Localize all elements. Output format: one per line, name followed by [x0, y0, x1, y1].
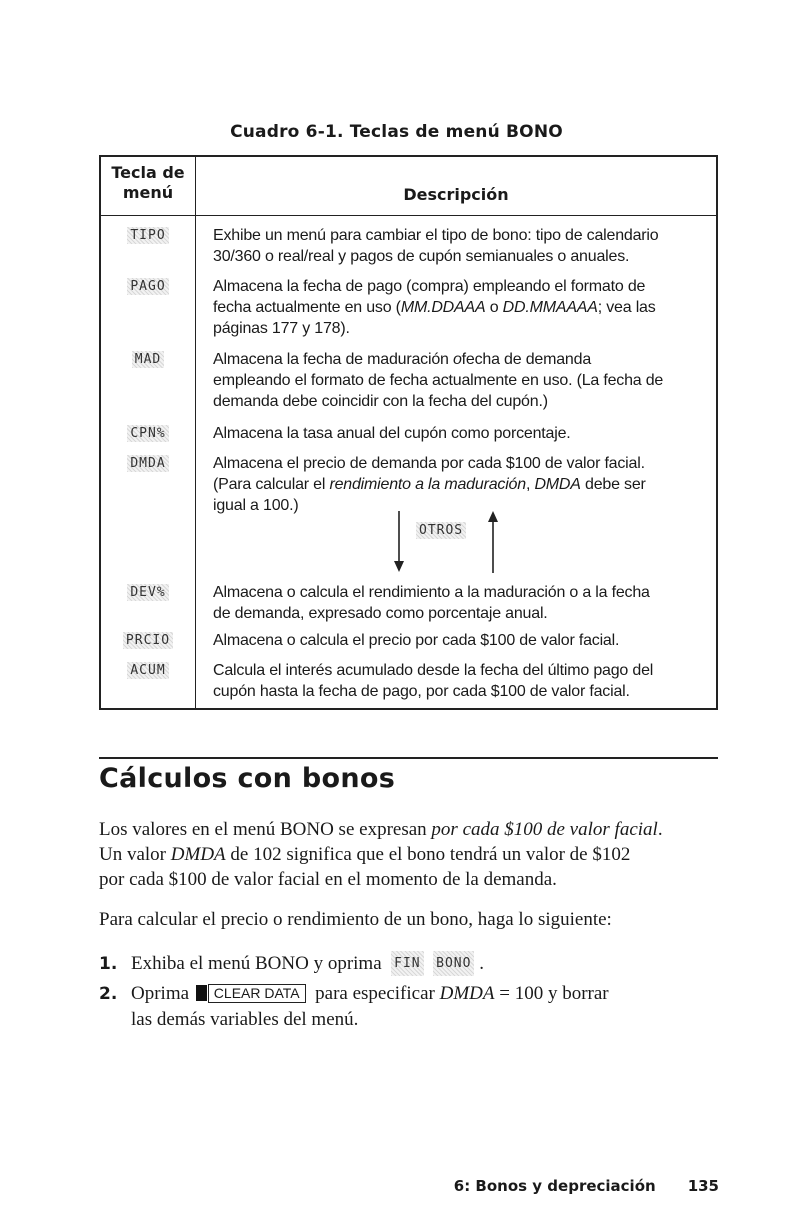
desc-mad: Almacena la fecha de maduración ofecha de demanda empleando el formato de fecha actualmente en uso. (La fecha de demanda debe coincidir con la fecha del cupón.) [213, 351, 664, 410]
chapter-title: 6: Bonos y depreciación [453, 1177, 656, 1195]
menu-key-prcio: PRCIO [101, 632, 195, 649]
page-number: 135 [687, 1177, 719, 1195]
menu-key-acum: ACUM [101, 662, 195, 679]
menu-key-tipo: TIPO [101, 227, 195, 244]
desc-acum: Calcula el interés acumulado desde la fecha del último pago del cupón hasta la fecha de pago, por cada $100 de valor facial. [213, 662, 654, 700]
desc-tipo: Exhibe un menú para cambiar el tipo de bono: tipo de calendario 30/360 o real/real y pagos de cupón semianuales o anuales. [213, 227, 659, 265]
menu-key-otros: OTROS [416, 522, 466, 539]
menu-key-dmda: DMDA [101, 455, 195, 472]
down-arrow-icon [392, 511, 406, 573]
menu-key-cpn: CPN% [101, 425, 195, 442]
desc-prcio: Almacena o calcula el precio por cada $100 de valor facial. [213, 632, 620, 649]
step-2: 2. Oprima CLEAR DATA para especificar DMDA = 100 y borrar las demás variables del menú. [99, 983, 609, 1030]
page-footer [454, 1177, 719, 1195]
shift-key-icon [196, 985, 207, 1001]
table-caption: Cuadro 6-1. Teclas de menú BONO [230, 122, 563, 142]
column-divider [195, 157, 196, 708]
bono-key: BONO [433, 951, 474, 976]
bond-menu-keys-table [99, 155, 718, 710]
up-arrow-icon [486, 511, 500, 573]
desc-cpn: Almacena la tasa anual del cupón como porcentaje. [213, 425, 571, 442]
menu-key-pago: PAGO [101, 278, 195, 295]
menu-key-dev: DEV% [101, 584, 195, 601]
paragraph-instructions: Para calcular el precio o rendimiento de un bono, haga lo siguiente: [99, 909, 612, 930]
section-rule [99, 757, 718, 759]
section-title: Cálculos con bonos [99, 763, 396, 794]
header-divider [101, 215, 716, 216]
desc-dev: Almacena o calcula el rendimiento a la maduración o a la fecha de demanda, expresado como porcentaje anual. [213, 584, 650, 622]
desc-pago: Almacena la fecha de pago (compra) empleando el formato de fecha actualmente en uso (MM.DDAAA o DD.MMAAAA; vea las páginas 177 y 178). [213, 278, 656, 337]
menu-key-mad: MAD [101, 351, 195, 368]
paragraph-bond-values: Los valores en el menú BONO se expresan por cada $100 de valor facial. Un valor DMDA de 102 significa que el bono tendrá un valor de $102 por cada $100 de valor facial en el momento de la demanda. [99, 819, 663, 890]
header-description-column: Descripción [403, 185, 509, 204]
header-key-column: Tecla de menú [111, 163, 185, 202]
step-1: 1. Exhiba el menú BONO y oprima FIN BONO . [99, 953, 484, 974]
fin-key: FIN [391, 951, 423, 976]
clear-data-key: CLEAR DATA [208, 984, 306, 1003]
desc-dmda: Almacena el precio de demanda por cada $100 de valor facial. (Para calcular el rendimiento a la maduración, DMDA debe ser igual a 100.) [213, 455, 646, 514]
